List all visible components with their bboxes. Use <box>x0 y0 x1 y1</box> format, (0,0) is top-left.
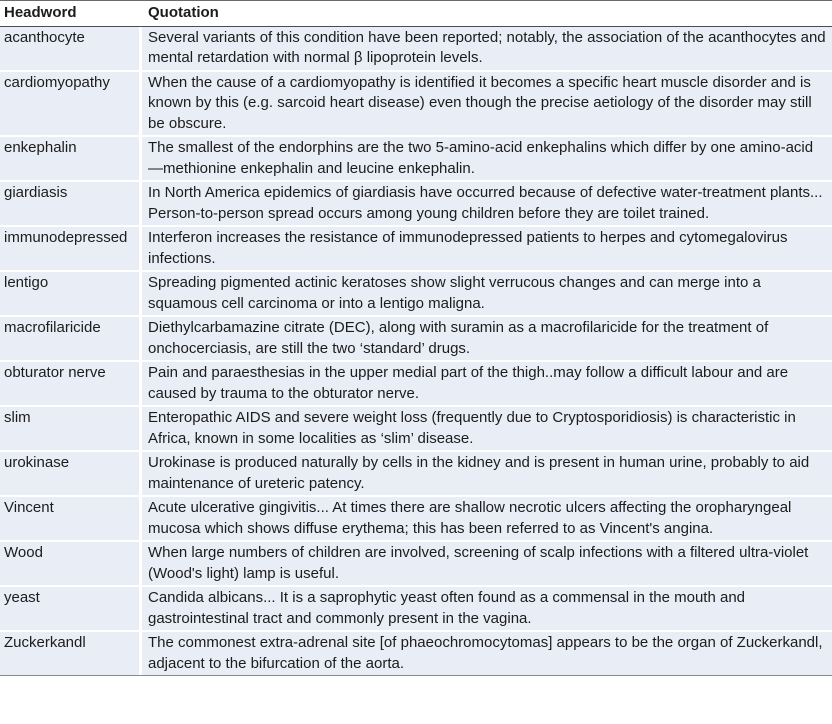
headword-cell: Vincent <box>0 497 142 542</box>
table-row <box>0 497 832 542</box>
headword-cell: acanthocyte <box>0 27 142 72</box>
quotation-cell: The smallest of the endorphins are the two 5-amino-acid enkephalins which differ by one amino-acid—methionine enkephalin and leucine enkephalin. <box>142 137 832 182</box>
table-row <box>0 587 832 632</box>
quotation-cell: Candida albicans... It is a saprophytic yeast often found as a commensal in the mouth and gastrointestinal tract and commonly present in the vagina. <box>142 587 832 632</box>
headword-cell: lentigo <box>0 272 142 317</box>
table-row <box>0 362 832 407</box>
headword-cell: Wood <box>0 542 142 587</box>
quotation-cell: Spreading pigmented actinic keratoses show slight verrucous changes and can merge into a squamous cell carcinoma or into a lentigo maligna. <box>142 272 832 317</box>
headword-cell: cardiomyopathy <box>0 72 142 138</box>
quotation-cell: When the cause of a cardiomyopathy is identified it becomes a specific heart muscle disorder and is known by this (e.g. sarcoid heart disease) even though the precise aetiology of the disorder may still be obscure. <box>142 72 832 138</box>
quotation-cell: Urokinase is produced naturally by cells in the kidney and is present in human urine, probably to aid maintenance of ureteric patency. <box>142 452 832 497</box>
table-row <box>0 182 832 227</box>
quotation-cell: Several variants of this condition have been reported; notably, the association of the acanthocytes and mental retardation with normal β lipoprotein levels. <box>142 27 832 72</box>
column-header-headword: Headword <box>0 1 142 27</box>
headword-cell: giardiasis <box>0 182 142 227</box>
quotation-cell: Acute ulcerative gingivitis... At times there are shallow necrotic ulcers affecting the oropharyngeal mucosa which shows diffuse erythema; this has been referred to as Vincent's angina. <box>142 497 832 542</box>
headword-cell: obturator nerve <box>0 362 142 407</box>
table-row <box>0 27 832 72</box>
table-row <box>0 632 832 675</box>
table-row <box>0 407 832 452</box>
quotation-cell: Interferon increases the resistance of immunodepressed patients to herpes and cytomegalovirus infections. <box>142 227 832 272</box>
headword-cell: urokinase <box>0 452 142 497</box>
headword-cell: yeast <box>0 587 142 632</box>
headword-cell: macrofilaricide <box>0 317 142 362</box>
table-row <box>0 72 832 138</box>
headword-cell: slim <box>0 407 142 452</box>
table-row <box>0 317 832 362</box>
quotation-cell: In North America epidemics of giardiasis have occurred because of defective water-treatment plants... Person-to-person spread occurs among young children before they are toilet trained. <box>142 182 832 227</box>
quotation-cell: Enteropathic AIDS and severe weight loss (frequently due to Cryptosporidiosis) is characteristic in Africa, known in some localities as ‘slim’ disease. <box>142 407 832 452</box>
table-row <box>0 227 832 272</box>
headword-cell: enkephalin <box>0 137 142 182</box>
quotation-cell: When large numbers of children are involved, screening of scalp infections with a filtered ultra-violet (Wood's light) lamp is useful. <box>142 542 832 587</box>
headword-cell: immunodepressed <box>0 227 142 272</box>
quotation-cell: The commonest extra-adrenal site [of phaeochromocytomas] appears to be the organ of Zuckerkandl, adjacent to the bifurcation of the aorta. <box>142 632 832 675</box>
quotation-cell: Pain and paraesthesias in the upper medial part of the thigh..may follow a difficult labour and are caused by trauma to the obturator nerve. <box>142 362 832 407</box>
quotation-cell: Diethylcarbamazine citrate (DEC), along with suramin as a macrofilaricide for the treatment of onchocerciasis, are still the two ‘standard’ drugs. <box>142 317 832 362</box>
column-header-quotation: Quotation <box>142 1 832 27</box>
header-row <box>0 1 832 27</box>
table-row <box>0 542 832 587</box>
table-row <box>0 272 832 317</box>
table-body <box>0 27 832 676</box>
table-row <box>0 452 832 497</box>
table-header <box>0 1 832 27</box>
headword-cell: Zuckerkandl <box>0 632 142 675</box>
table-row <box>0 137 832 182</box>
